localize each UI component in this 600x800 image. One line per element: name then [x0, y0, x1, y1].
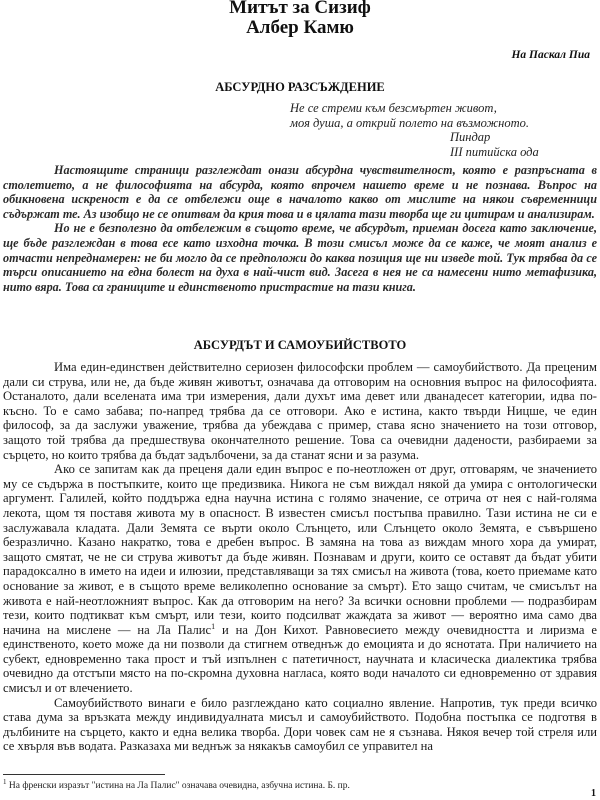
paragraph: Има един-единствен действително сериозен философски проблем — самоубийството. Да преценим дали си струва, или не, да бъде живян животът, означава да отговорим на основния въпрос на философията. Останалото, дали вселената има три измерения, дали духът има девет или дванадесет категории, идва по-късно. То е само забава; по-напред трябва да се отговори. Ако е истина, както твърди Ницше, че един философ, за да заслужи уважение, трябва да убеждава с пример, става ясно значението на този отговор, защото той трябва да предшествува окончателното решение. Това са очевидни дадености, разбираеми за сърцето, но които трябва да бъдат задълбочени, за да станат ясни и за разума.: [3, 360, 597, 462]
document-author: Албер Камю: [246, 17, 354, 38]
paragraph: Но не е безполезно да отбележим в същото време, че абсурдът, приеман досега като заключение, ще бъде разглеждан в това есе като изходна точка. В този смисъл може да се каже, че моят анализ е отчасти непреднамерен: не би могло да се предположи до каква позиция ще ни изведе той. Тук трябва да се търси описанието на една болест на духа в най-чист вид. Засега в нея не са намесени нито метафизика, нито вяра. Това са границите и единственото пристрастие на тази книга.: [3, 221, 597, 294]
footnote-number: 1: [3, 778, 7, 786]
introduction-text: [3, 163, 597, 294]
section-heading-absurd-reasoning: АБСУРДНО РАЗСЪЖДЕНИЕ: [215, 80, 385, 94]
epigraph-line: моя душа, а открий полето на възможното.: [290, 115, 530, 130]
section-heading-absurd-and-suicide: АБСУРДЪТ И САМОУБИЙСТВОТО: [193, 338, 407, 352]
footnote-reference[interactable]: 1: [211, 621, 216, 631]
epigraph-source: III питийска ода: [450, 144, 539, 159]
dedication: На Паскал Пиа: [511, 49, 590, 61]
epigraph: [290, 101, 539, 159]
epigraph-line: Не се стреми към безсмъртен живот,: [290, 101, 497, 115]
paragraph: [3, 462, 597, 696]
page-number: 1: [591, 788, 596, 799]
footnote-text: На френски изразът "истина на Ла Палис" означава очевидна, азбучна истина. Б. пр.: [8, 781, 350, 792]
main-text: [3, 360, 597, 754]
document-title: Митът за Сизиф: [229, 0, 371, 18]
paragraph: Настоящите страници разглеждат онази абсурдна чувствителност, която е разпръсната в столетието, а не философията на абсурда, която впрочем нашето време и не познава. Въпрос на обикновена искреност е да се отбележи още в началото какво от мислите на някои съвременници съдържат те. Аз изобщо не се опитвам да крия това и в цялата тази творба ще ги цитирам и анализирам.: [3, 163, 597, 221]
paragraph: Самоубийството винаги е било разглеждано като социално явление. Напротив, тук преди всичко става дума за връзката между индивидуалната мисъл и самоубийството. Подобна постъпка се подготвя в дълбините на сърцето, както и една велика творба. Дори човек сам не я съзнава. Някоя вечер той стреля или се хвърля във водата. Разказаха ми веднъж за някакъв самоубил се управител на: [3, 695, 597, 754]
paragraph-text: Ако се запитам как да преценя дали един въпрос е по-неотложен от друг, отговарям, че значението му се съдържа в постъпките, които ще предизвика. Никога не съм виждал някой да умира с онтологически аргумент. Галилей, който поддържа една научна истина с голямо значение, се отрича от нея с най-голяма лекота, щом тя поставя живота му в опасност. В известен смисъл постъпва правилно. Тази истина не си е заслужавала кладата. Дали Земята се върти около Слънцето, или Слънцето около Земята, е съвършено безразлично. Казано накратко, това е дребен въпрос. В замяна на това аз виждам много хора да умират, защото смятат, че не си струва животът да бъде живян. Познавам и други, които се оставят да бъдат убити парадоксално в името на идеи и илюзии, представляващи за тях смисъл на живота (това, което приемаме като основание за живот, е в същото време великолепно основание за смърт). Ето защо считам, че смисълът на живота е най-неотложният въпрос. Как да отговорим на него? За всички основни проблеми — подразбирам тези, които подтикват към смърт, или тези, които подсилват жаждата за живот — вероятно има само два начина на мислене — на Ла Палис: [3, 462, 597, 637]
epigraph-attribution: Пиндар: [450, 130, 491, 144]
footnote-separator: [3, 774, 165, 775]
paragraph-text: и на Дон Кихот. Равновесието между очевидността и лиризма е единственото, което може да ни позволи да стигнем отведнъж до емоцията и до яснотата. При наличието на субект, едновременно така прост и тъй изпълнен с патетичност, научната и класическа диалектика трябва очевидно да отстъпи място на по-скромна духовна нагласа, която води началото си едновременно от здравия смисъл и от влечението.: [3, 622, 597, 696]
footnote: [3, 778, 350, 791]
